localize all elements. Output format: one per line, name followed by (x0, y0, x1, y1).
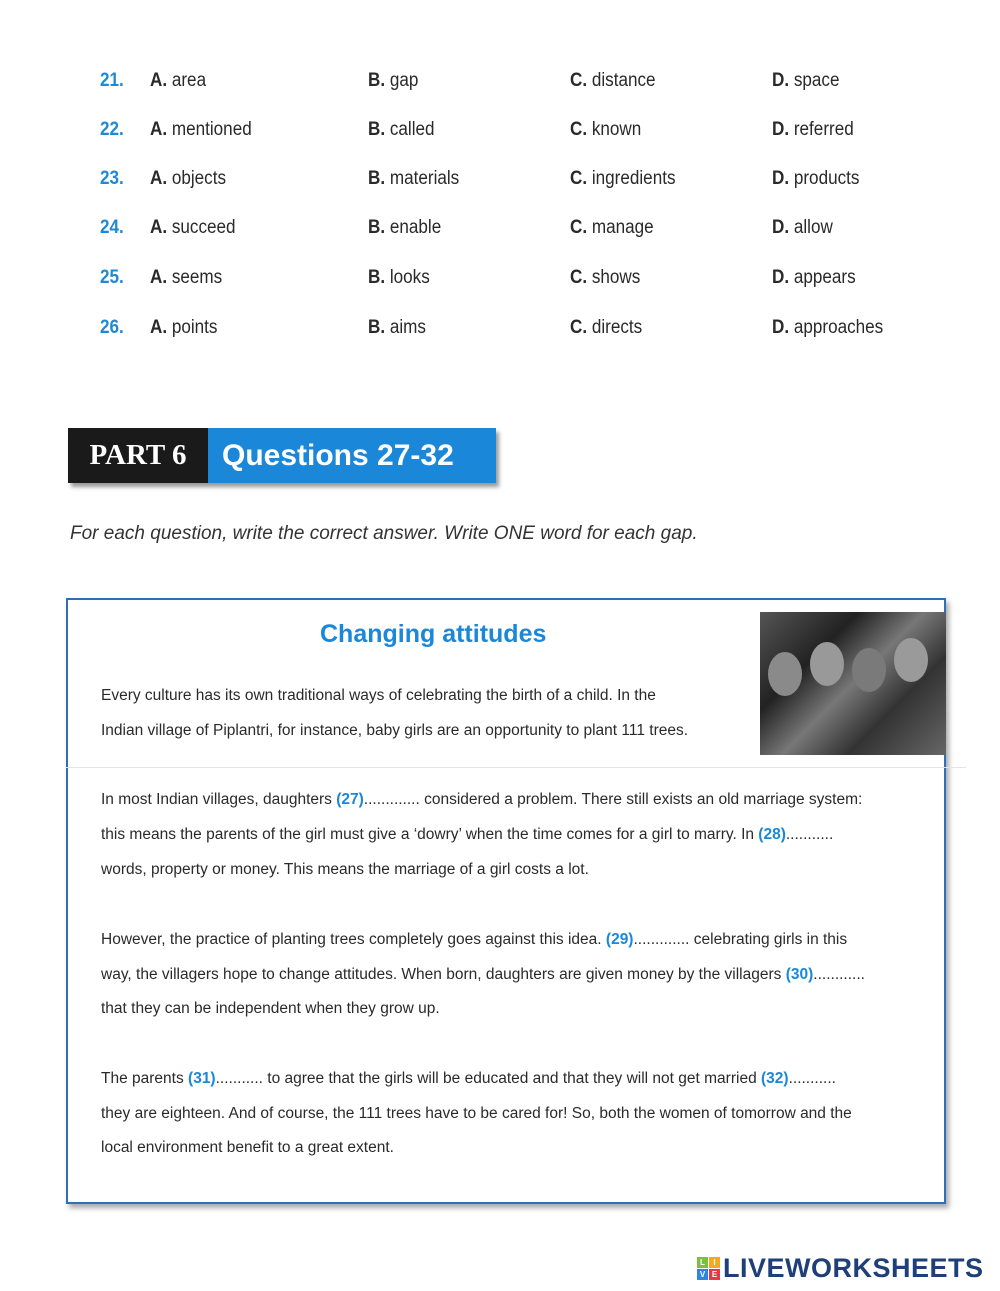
answer-option[interactable] (150, 70, 206, 92)
answer-gap[interactable] (761, 1070, 836, 1087)
option-letter: A. (150, 70, 168, 91)
option-text: aims (389, 317, 426, 338)
question-row (0, 119, 1000, 149)
option-letter: D. (772, 217, 790, 238)
logo-tiles-icon (697, 1257, 720, 1280)
divider (66, 767, 966, 768)
answer-gap[interactable] (786, 966, 865, 983)
option-text: gap (389, 70, 419, 91)
option-letter: D. (772, 317, 790, 338)
passage-line (101, 861, 589, 879)
option-text: looks (389, 267, 430, 288)
answer-option[interactable] (570, 119, 641, 141)
passage-text-segment: In most Indian villages, daughters (101, 791, 337, 808)
option-letter: A. (150, 317, 168, 338)
answer-option[interactable] (150, 267, 222, 289)
answer-gap[interactable] (188, 1070, 263, 1087)
part-header (68, 428, 496, 483)
answer-option[interactable] (150, 217, 236, 239)
logo-text: LIVEWORKSHEETS (723, 1253, 984, 1283)
passage-text-segment: words, property or money. This means the marriage of a girl costs a lot. (101, 861, 589, 878)
passage-text-segment: Indian village of Piplantri, for instance, baby girls are an opportunity to plant 111 trees. (101, 722, 689, 739)
option-text: directs (591, 317, 643, 338)
instruction-text: For each question, write the correct answer. Write ONE word for each gap. (70, 523, 698, 544)
passage-text-segment: celebrating girls in this (689, 931, 848, 948)
question-number: 24. (100, 217, 124, 238)
question-row (0, 267, 1000, 297)
question-row (0, 317, 1000, 347)
logo-tile: E (709, 1269, 720, 1280)
option-text: mentioned (171, 119, 252, 140)
passage-line (101, 931, 847, 949)
option-letter: B. (368, 267, 386, 288)
option-letter: B. (368, 168, 386, 189)
option-text: appears (793, 267, 856, 288)
gap-dots[interactable]: ........... (788, 1070, 836, 1087)
option-text: shows (591, 267, 641, 288)
gap-dots[interactable]: ........... (215, 1070, 263, 1087)
answer-option[interactable] (570, 317, 642, 339)
logo-tile: V (697, 1269, 708, 1280)
passage-line (101, 722, 688, 740)
option-letter: D. (772, 168, 790, 189)
question-row (0, 217, 1000, 247)
question-number: 25. (100, 267, 124, 288)
option-text: products (793, 168, 860, 189)
gap-number: (30) (785, 966, 814, 983)
answer-option[interactable] (772, 267, 856, 289)
option-letter: A. (150, 217, 168, 238)
answer-option[interactable] (772, 168, 859, 190)
passage-line (101, 1105, 852, 1123)
answer-option[interactable] (368, 217, 441, 239)
option-text: called (389, 119, 435, 140)
passage-line (101, 687, 656, 705)
passage-text-segment: to agree that the girls will be educated and that they will not get married (262, 1070, 761, 1087)
answer-gap[interactable] (758, 826, 833, 843)
logo-tile: I (709, 1257, 720, 1268)
option-letter: C. (570, 217, 588, 238)
gap-number: (32) (761, 1070, 789, 1087)
option-text: area (171, 70, 207, 91)
option-text: succeed (171, 217, 236, 238)
passage-line (101, 826, 833, 844)
questions-range: Questions 27-32 (208, 428, 496, 483)
option-text: ingredients (591, 168, 676, 189)
passage-photo (760, 612, 946, 755)
question-number: 23. (100, 168, 124, 189)
option-letter: B. (368, 217, 386, 238)
option-letter: D. (772, 119, 790, 140)
option-letter: C. (570, 119, 588, 140)
gap-dots[interactable]: ............ (813, 966, 865, 983)
answer-option[interactable] (368, 168, 459, 190)
option-letter: D. (772, 70, 790, 91)
answer-option[interactable] (570, 267, 640, 289)
answer-option[interactable] (368, 267, 430, 289)
option-text: materials (389, 168, 460, 189)
answer-option[interactable] (570, 70, 656, 92)
option-letter: C. (570, 267, 588, 288)
option-letter: A. (150, 119, 168, 140)
passage-text-segment: Every culture has its own traditional ways of celebrating the birth of a child. In the (101, 687, 656, 704)
option-letter: A. (150, 267, 168, 288)
answer-option[interactable] (772, 217, 833, 239)
gap-dots[interactable]: ............. (363, 791, 420, 808)
gap-number: (28) (758, 826, 786, 843)
option-text: space (793, 70, 840, 91)
option-text: seems (171, 267, 223, 288)
passage-text-segment: they are eighteen. And of course, the 111 trees have to be cared for! So, both the women of tomorrow and the (101, 1105, 852, 1122)
answer-option[interactable] (150, 119, 252, 141)
passage-line (101, 791, 862, 809)
answer-option[interactable] (772, 119, 854, 141)
passage-line (101, 1000, 440, 1018)
answer-option[interactable] (368, 119, 435, 141)
answer-gap[interactable] (336, 791, 420, 808)
gap-number: (29) (605, 931, 634, 948)
passage-title: Changing attitudes (320, 620, 547, 648)
answer-option[interactable] (150, 168, 226, 190)
part-label: PART 6 (68, 428, 208, 483)
answer-option[interactable] (772, 317, 883, 339)
gap-number: (31) (188, 1070, 216, 1087)
gap-number: (27) (336, 791, 364, 808)
passage-text-segment: considered a problem. There still exists an old marriage system: (419, 791, 863, 808)
option-letter: B. (368, 119, 386, 140)
option-text: distance (591, 70, 656, 91)
option-letter: C. (570, 70, 588, 91)
option-letter: B. (368, 317, 386, 338)
question-number: 22. (100, 119, 124, 140)
passage-line (101, 1070, 836, 1088)
option-letter: B. (368, 70, 386, 91)
passage-text-segment: local environment benefit to a great extent. (101, 1139, 394, 1156)
gap-dots[interactable]: ........... (785, 826, 834, 843)
option-text: enable (389, 217, 442, 238)
answer-option[interactable] (570, 217, 654, 239)
question-number: 21. (100, 70, 124, 91)
passage-line (101, 966, 865, 984)
passage-text-segment: that they can be independent when they grow up. (101, 1000, 440, 1017)
answer-option[interactable] (150, 317, 217, 339)
answer-gap[interactable] (606, 931, 690, 948)
passage-text-segment: However, the practice of planting trees completely goes against this idea. (101, 931, 606, 948)
answer-option[interactable] (772, 70, 839, 92)
option-text: known (591, 119, 642, 140)
option-text: referred (793, 119, 854, 140)
option-text: approaches (793, 317, 884, 338)
question-number: 26. (100, 317, 124, 338)
liveworksheets-logo (697, 1253, 984, 1284)
question-row (0, 168, 1000, 198)
passage-text-segment: The parents (101, 1070, 189, 1087)
passage-text-segment: this means the parents of the girl must give a ‘dowry’ when the time comes for a girl to marry. In (101, 826, 759, 843)
option-text: points (171, 317, 218, 338)
option-text: manage (591, 217, 654, 238)
question-row (0, 70, 1000, 100)
answer-option[interactable] (368, 317, 426, 339)
option-text: allow (793, 217, 833, 238)
passage-line (101, 1139, 394, 1157)
option-letter: C. (570, 168, 588, 189)
option-letter: A. (150, 168, 168, 189)
option-text: objects (171, 168, 227, 189)
answer-option[interactable] (570, 168, 676, 190)
option-letter: D. (772, 267, 790, 288)
logo-tile: L (697, 1257, 708, 1268)
passage-text-segment: way, the villagers hope to change attitudes. When born, daughters are given money by the villagers (101, 966, 786, 983)
option-letter: C. (570, 317, 588, 338)
gap-dots[interactable]: ............. (633, 931, 690, 948)
answer-option[interactable] (368, 70, 418, 92)
